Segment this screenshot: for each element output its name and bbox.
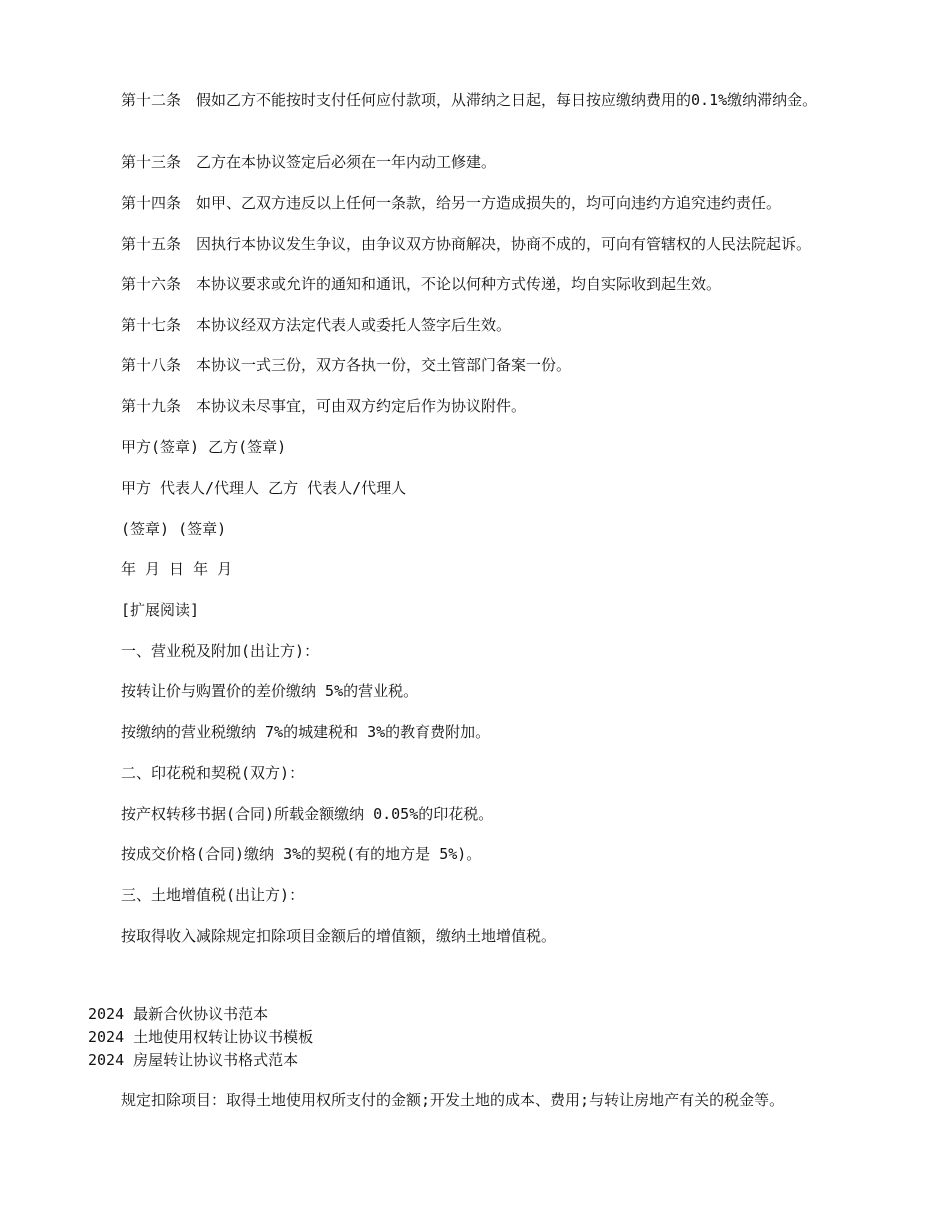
- section-heading-business-tax: 一、营业税及附加(出让方)：: [121, 642, 320, 660]
- related-link-partnership[interactable]: 2024 最新合伙协议书范本: [88, 1005, 269, 1023]
- extended-reading-heading: [扩展阅读]: [121, 601, 200, 619]
- stamp-tax-item-1: 按产权转移书据(合同)所载金额缴纳 0.05%的印花税。: [121, 805, 494, 823]
- stamp-tax-item-2: 按成交价格(合同)缴纳 3%的契税(有的地方是 5%)。: [121, 845, 482, 863]
- signature-line: 甲方(签章) 乙方(签章): [121, 438, 287, 456]
- related-link-house-transfer[interactable]: 2024 房屋转让协议书格式范本: [88, 1051, 299, 1069]
- representative-line: 甲方 代表人/代理人 乙方 代表人/代理人: [121, 479, 407, 497]
- section-heading-stamp-tax: 二、印花税和契税(双方)：: [121, 764, 305, 782]
- business-tax-item-1: 按转让价与购置价的差价缴纳 5%的营业税。: [121, 682, 419, 700]
- deduction-items-paragraph: 规定扣除项目：取得土地使用权所支付的金额;开发土地的成本、费用;与转让房地产有关的税金等。: [121, 1091, 785, 1109]
- clause-13: 第十三条 乙方在本协议签定后必须在一年内动工修建。: [121, 153, 497, 171]
- clause-16: 第十六条 本协议要求或允许的通知和通讯，不论以何种方式传递，均自实际收到起生效。: [121, 275, 722, 293]
- section-heading-land-tax: 三、土地增值税(出让方)：: [121, 886, 305, 904]
- clause-18: 第十八条 本协议一式三份，双方各执一份，交土管部门备案一份。: [121, 356, 572, 374]
- related-link-land-use-right[interactable]: 2024 土地使用权转让协议书模板: [88, 1028, 314, 1046]
- land-tax-item-1: 按取得收入减除规定扣除项目金额后的增值额，缴纳土地增值税。: [121, 927, 557, 945]
- date-line: 年 月 日 年 月: [121, 560, 233, 578]
- seal-line: (签章) (签章): [121, 520, 227, 538]
- business-tax-item-2: 按缴纳的营业税缴纳 7%的城建税和 3%的教育费附加。: [121, 723, 491, 741]
- clause-15: 第十五条 因执行本协议发生争议，由争议双方协商解决，协商不成的，可向有管辖权的人民法院起诉。: [121, 235, 812, 253]
- clause-19: 第十九条 本协议未尽事宜，可由双方约定后作为协议附件。: [121, 397, 527, 415]
- clause-17: 第十七条 本协议经双方法定代表人或委托人签字后生效。: [121, 316, 512, 334]
- clause-14: 第十四条 如甲、乙双方违反以上任何一条款，给另一方造成损失的，均可向违约方追究违约责任。: [121, 194, 782, 212]
- clause-12: 第十二条 假如乙方不能按时支付任何应付款项，从滞纳之日起，每日按应缴纳费用的0.1%缴纳滞纳金。: [121, 91, 818, 109]
